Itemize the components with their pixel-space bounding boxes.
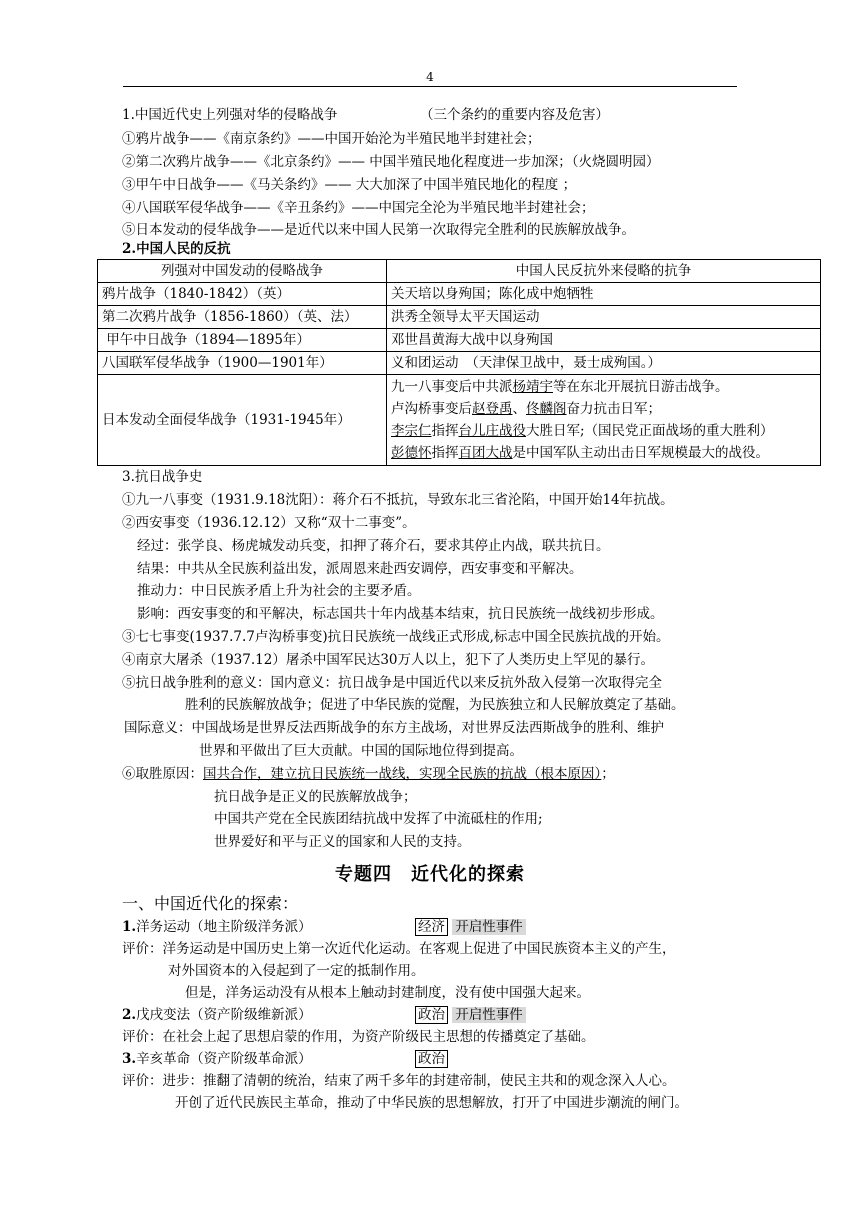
topic-subheading: 一、中国近代化的探索： bbox=[122, 894, 299, 913]
item-heading: 1.洋务运动（地主阶级洋务派） bbox=[122, 919, 312, 935]
text-line: ⑤抗日战争胜利的意义：国内意义：抗日战争是中国近代以来反抗外敌入侵第一次取得完全 bbox=[122, 675, 662, 691]
table-cell: 邓世昌黄海大战中以身殉国 bbox=[387, 329, 821, 352]
text-line: 评价：进步：推翻了清朝的统治，结束了两千多年的封建帝制，使民主共和的观念深入人心。 bbox=[122, 1073, 676, 1089]
text-line: 国际意义：中国战场是世界反法西斯战争的东方主战场，对世界反法西斯战争的胜利、维护 bbox=[124, 720, 664, 736]
table-row bbox=[98, 306, 821, 329]
header-rule bbox=[123, 86, 737, 87]
text-line: 经过：张学良、杨虎城发动兵变，扣押了蒋介石，要求其停止内战，联共抗日。 bbox=[137, 538, 610, 554]
war-item-1: ①鸦片战争——《南京条约》——中国开始沦为半殖民地半封建社会； bbox=[122, 131, 541, 147]
text-line: 世界爱好和平与正义的国家和人民的支持。 bbox=[214, 834, 471, 850]
text-line: 推动力：中日民族矛盾上升为社会的主要矛盾。 bbox=[137, 583, 421, 599]
battle-name: 百团大战 bbox=[458, 445, 513, 461]
milestone-tag: 开启性事件 bbox=[452, 1007, 526, 1023]
text-line: ⑥取胜原因：国共合作，建立抗日民族统一战线，实现全民族的抗战（根本原因）； bbox=[122, 766, 615, 782]
table-cell: 八国联军侵华战争（1900—1901年） bbox=[98, 352, 387, 375]
category-tags bbox=[415, 918, 526, 936]
category-tags bbox=[415, 1006, 526, 1024]
text-line: 对外国资本的入侵起到了一定的抵制作用。 bbox=[168, 963, 425, 979]
section1-title: 1.中国近代史上列强对华的侵略战争 bbox=[122, 107, 338, 123]
text-line: 开创了近代民族民主革命，推动了中华民族的思想解放，打开了中国进步潮流的闸门。 bbox=[175, 1095, 688, 1111]
text-line: 中国共产党在全民族团结抗战中发挥了中流砥柱的作用; bbox=[214, 811, 543, 827]
cell-line: 卢沟桥事变后赵登禹、佟麟阁奋力抗击日军； bbox=[391, 401, 661, 417]
milestone-tag: 开启性事件 bbox=[452, 919, 526, 935]
table-row bbox=[98, 283, 821, 306]
text-line: 胜利的民族解放战争；促进了中华民族的觉醒，为民族独立和人民解放奠定了基础。 bbox=[185, 697, 685, 713]
section2-title: 2.中国人民的反抗 bbox=[122, 241, 231, 257]
table-cell-multi bbox=[387, 375, 821, 466]
table-cell: 第二次鸦片战争（1856-1860）（英、法） bbox=[98, 306, 387, 329]
category-tags bbox=[415, 1050, 448, 1068]
text-line: ③七七事变(1937.7.7卢沟桥事变)抗日民族统一战线正式形成,标志中国全民族抗战的开始。 bbox=[122, 629, 670, 645]
cell-line: 九一八事变后中共派杨靖宇等在东北开展抗日游击战争。 bbox=[391, 379, 729, 395]
table-cell: 关天培以身殉国；陈化成中炮牺牲 bbox=[387, 283, 821, 306]
table-cell: 鸦片战争（1840-1842）（英） bbox=[98, 283, 387, 306]
section1-note: （三个条约的重要内容及危害） bbox=[420, 107, 609, 123]
table-row bbox=[98, 352, 821, 375]
person-name: 李宗仁 bbox=[391, 423, 432, 439]
text-line: 评价：在社会上起了思想启蒙的作用，为资产阶级民主思想的传播奠定了基础。 bbox=[122, 1029, 595, 1045]
cell-line: 李宗仁指挥台儿庄战役大胜日军;（国民党正面战场的重大胜利） bbox=[391, 423, 774, 439]
person-name: 彭德怀 bbox=[391, 445, 432, 461]
war-item-4: ④八国联军侵华战争——《辛丑条约》——中国完全沦为半殖民地半封建社会； bbox=[122, 200, 595, 216]
text-line: 影响：西安事变的和平解决，标志国共十年内战基本结束，抗日民族统一战线初步形成。 bbox=[137, 606, 664, 622]
text-line: 评价：洋务运动是中国历史上第一次近代化运动。在客观上促进了中国民族资本主义的产生， bbox=[122, 941, 676, 957]
text-line: 但是，洋务运动没有从根本上触动封建制度，没有使中国强大起来。 bbox=[185, 985, 590, 1001]
table-header: 中国人民反抗外来侵略的抗争 bbox=[387, 260, 821, 283]
table-row bbox=[98, 375, 821, 466]
war-item-3: ③甲午中日战争——《马关条约》—— 大大加深了中国半殖民地化的程度 ； bbox=[122, 177, 577, 193]
item-heading: 2.戊戌变法（资产阶级维新派） bbox=[122, 1007, 312, 1023]
underlined-text: 国共合作，建立抗日民族统一战线，实现全民族的抗战（根本原因） bbox=[203, 766, 602, 782]
table-cell: 日本发动全面侵华战争（1931-1945年） bbox=[98, 375, 387, 466]
page-number: 4 bbox=[426, 70, 434, 84]
table-header-row bbox=[98, 260, 821, 283]
resistance-table bbox=[97, 259, 821, 466]
table-cell: 洪秀全领导太平天国运动 bbox=[387, 306, 821, 329]
person-name: 杨靖宇 bbox=[512, 379, 553, 395]
war-item-2: ②第二次鸦片战争——《北京条约》—— 中国半殖民地化程度进一步加深；（火烧圆明园） bbox=[122, 154, 660, 170]
text-line: 结果：中共从全民族利益出发，派周恩来赴西安调停，西安事变和平解决。 bbox=[137, 561, 583, 577]
table-header: 列强对中国发动的侵略战争 bbox=[98, 260, 387, 283]
category-tag: 经济 bbox=[415, 918, 448, 936]
table-cell: 甲午中日战争（1894—1895年） bbox=[98, 329, 387, 352]
cell-line: 彭德怀指挥百团大战是中国军队主动出击日军规模最大的战役。 bbox=[391, 445, 769, 461]
text-line: 世界和平做出了巨大贡献。中国的国际地位得到提高。 bbox=[199, 743, 523, 759]
item-heading: 3.辛亥革命（资产阶级革命派） bbox=[122, 1051, 312, 1067]
text-line: ①九一八事变（1931.9.18沈阳）：蒋介石不抵抗，导致东北三省沦陷，中国开始14年抗战。 bbox=[122, 492, 674, 508]
war-item-5: ⑤日本发动的侵华战争——是近代以来中国人民第一次取得完全胜利的民族解放战争。 bbox=[122, 222, 635, 238]
section3-title: 3.抗日战争史 bbox=[122, 469, 203, 485]
person-name: 赵登禹 bbox=[472, 401, 513, 417]
table-row bbox=[98, 329, 821, 352]
category-tag: 政治 bbox=[415, 1006, 448, 1024]
text-line: ④南京大屠杀（1937.12）屠杀中国军民达30万人以上，犯下了人类历史上罕见的暴行。 bbox=[122, 652, 655, 668]
text-line: 抗日战争是正义的民族解放战争； bbox=[214, 789, 417, 805]
topic-heading: 专题四 近代化的探索 bbox=[335, 864, 525, 885]
battle-name: 台儿庄战役 bbox=[458, 423, 526, 439]
category-tag: 政治 bbox=[415, 1050, 448, 1068]
text-line: ②西安事变（1936.12.12）又称“双十二事变”。 bbox=[122, 515, 416, 531]
table-cell: 义和团运动 （天津保卫战中，聂士成殉国。） bbox=[387, 352, 821, 375]
person-name: 佟麟阁 bbox=[526, 401, 567, 417]
